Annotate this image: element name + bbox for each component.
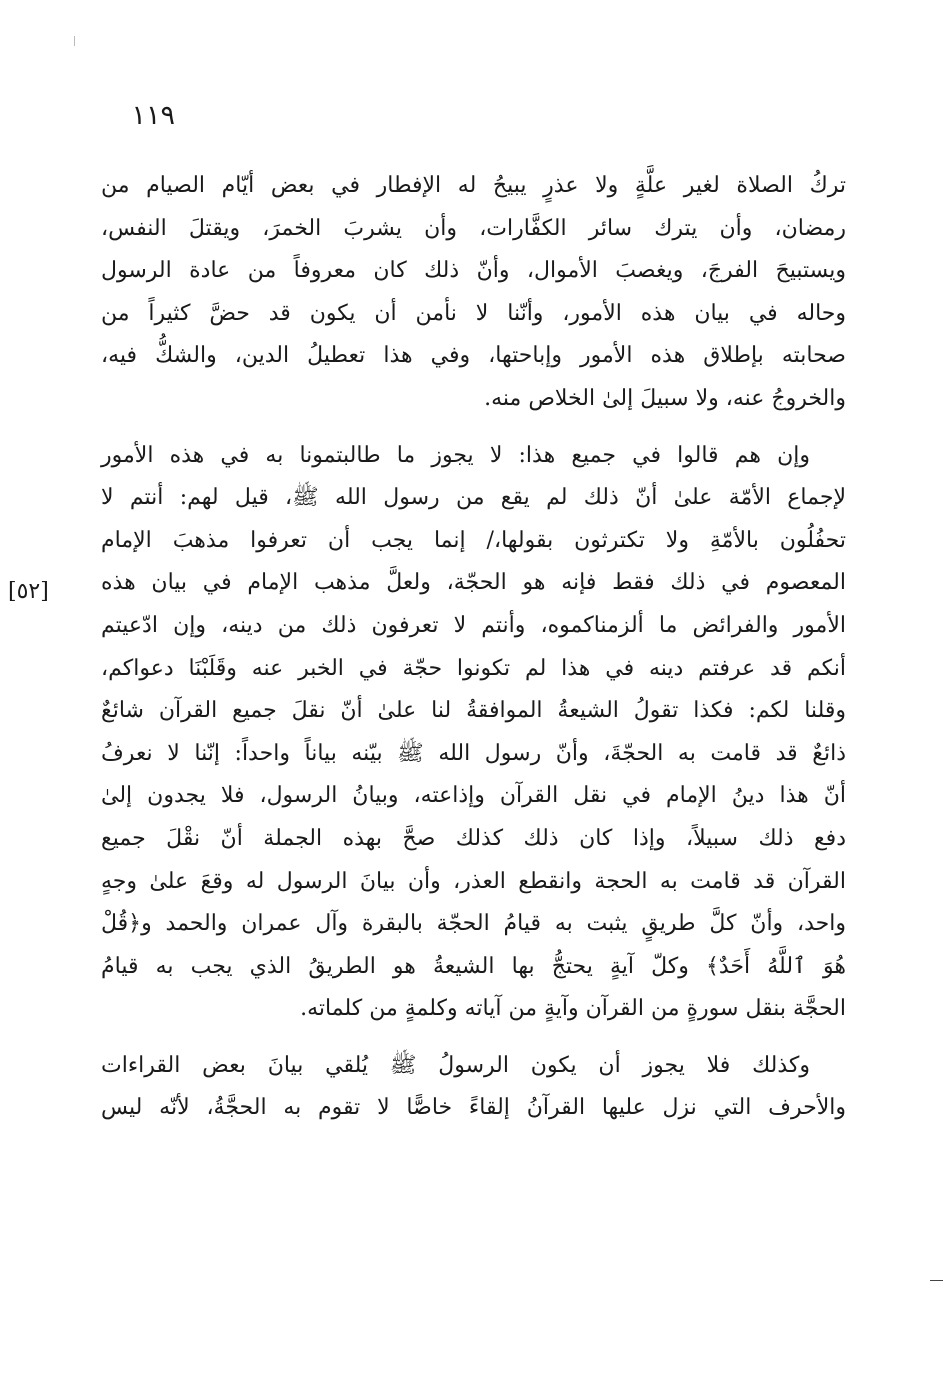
text-line: وكذلك فلا يجوز أن يكون الرسولُ ﷺ يُلقي بيانَ بعض القراءات [101,1052,810,1078]
text-line: ذائعٌ قد قامت به الحجّةَ، وأنّ رسول الله ﷺ بيّنه بياناً واحداً: إنّنا لا نعرفُ [101,740,846,766]
text-line: تحفُلُون بالأمّةِ ولا تكترثون بقولها،/ إنما يجب أن تعرفوا مذهبَ الإمام [101,527,846,553]
text-body [101,165,846,1130]
paragraph-3 [101,1045,846,1130]
text-line: أنكم قد عرفتم دينه في هذا لم تكونوا حجّة في الخبر عنه وقَلَبْنَا دعواكم، [101,655,846,681]
text-line: القرآن قد قامت به الحجة وانقطع العذر، وأن بيانَ الرسول له وقعَ علىٰ وجهٍ [101,868,846,894]
text-line: الأمور والفرائض ما ألزمناكموه، وأنتم لا تعرفون ذلك من دينه، وإن ادّعيتم [101,612,846,638]
text-line: المعصوم في ذلك فقط فإنه هو الحجّة، ولعلَّ مذهب الإمام في بيان هذه [101,570,846,596]
scan-tick-mark [74,36,75,46]
edge-rule [930,1280,943,1281]
paragraph-gap [101,421,846,435]
text-line: تركُ الصلاة لغير علَّةٍ ولا عذرٍ يبيحُ له الإفطار في بعض أيّام الصيام من [101,173,846,198]
text-line: والخروجُ عنه، ولا سبيلَ إلىٰ الخلاص منه. [484,385,846,411]
text-line: صحابته بإطلاق هذه الأمور وإباحتها، وفي هذا تعطيلُ الدين، والشكُّ فيه، [101,343,846,369]
text-line: واحد، وأنّ كلَّ طريقٍ يثبت به قيامُ الحجّة بالبقرة وآل عمران والحمد و﴿قُلْ [101,911,846,937]
text-line: وقلنا لكم: فكذا تقولُ الشيعةُ الموافقةُ لنا علىٰ أنّ نقلَ جميع القرآن شائعٌ [101,698,846,724]
text-line: رمضان، وأن يترك سائر الكفَّارات، وأن يشربَ الخمرَ، ويقتلَ النفس، [101,215,846,241]
paragraph-1 [101,165,846,421]
paragraph-gap [101,1031,846,1045]
text-line: هُوَ ٱللَّهُ أَحَدٌ﴾ وكلّ آيةٍ يحتجُّ بها الشيعةُ هو الطريقُ الذي يجب به قيامُ [101,953,846,979]
text-line: وحاله في بيان هذه الأمور، وأنّنا لا نأمن أن يكون قد حضَّ كثيراً من [101,300,846,326]
page-number: ١١٩ [131,100,175,131]
margin-page-reference: [٥٢] [8,579,49,604]
text-line: دفع ذلك سبيلاً، وإذا كان ذلك كذلك صحَّ بهذه الجملة أنّ نقْلَ جميع [101,825,846,851]
paragraph-2 [101,435,846,1031]
text-line: أنّ هذا دينُ الإمام في نقل القرآن وإذاعته، وبيانُ الرسول، فلا يجدون إلىٰ [101,783,846,809]
text-line: وإن هم قالوا في جميع هذا: لا يجوز ما طالبتمونا به في هذه الأمور [101,442,810,468]
text-line: لإجماع الأمّة علىٰ أنّ ذلك لم يقع من رسول الله ﷺ، قيل لهم: أنتم لا [101,485,846,511]
text-line: والأحرف التي نزل عليها القرآنُ إلقاءً خاصًّا لا تقوم به الحجَّةُ، لأنّه ليس [101,1095,846,1121]
text-line: ويستبيحَ الفرجَ، ويغصبَ الأموال، وأنّ ذلك كان معروفاً من عادة الرسول [101,258,846,284]
text-line: الحجَّة بنقل سورةٍ من القرآن وآيةٍ من آياته وكلمةٍ من كلماته. [300,996,846,1022]
